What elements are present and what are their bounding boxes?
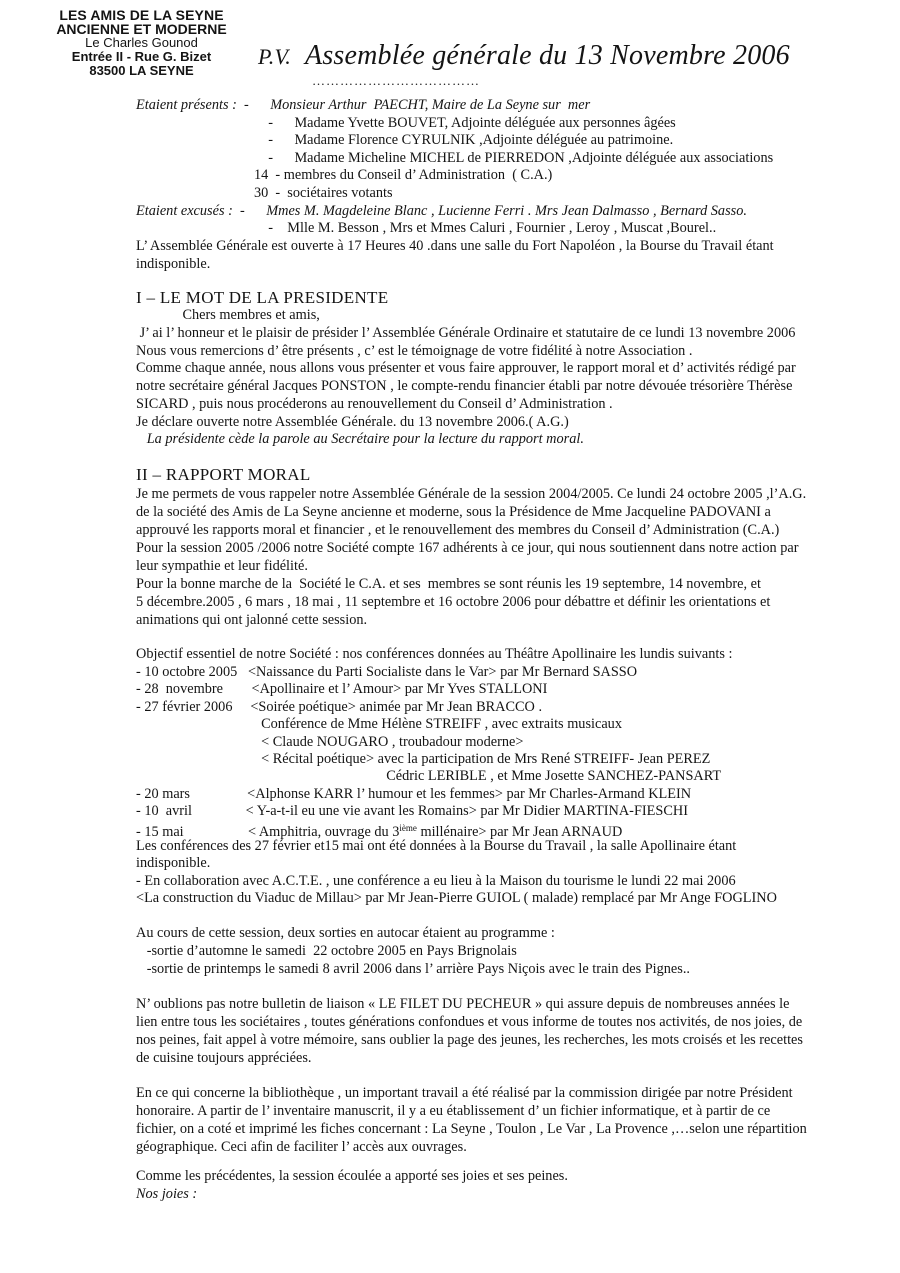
text-line: de la société des Amis de La Seyne ancienne et moderne, sous la Présidence de Mme Jacqueline PADOVANI a — [136, 504, 771, 520]
org-name-line1: LES AMIS DE LA SEYNE — [59, 7, 224, 23]
text-line: - Madame Florence CYRULNIK ,Adjointe déléguée au patrimoine. — [136, 132, 674, 148]
pv-label: P.V. — [258, 44, 292, 69]
section-heading: I – LE MOT DE LA PRESIDENTE — [136, 288, 389, 307]
text-line: animations qui ont jalonné cette session. — [136, 612, 368, 628]
text-line: Je me permets de vous rappeler notre Assemblée Générale de la session 2004/2005. Ce lundi 24 octobre 2005 ,l’A.G. — [136, 486, 807, 502]
text-line: - 10 avril < Y-a-t-il eu une vie avant les Romains> par Mr Didier MARTINA-FIESCHI — [136, 803, 688, 819]
text-line: 30 - sociétaires votants — [136, 185, 393, 201]
org-address-city: 83500 LA SEYNE — [89, 63, 194, 78]
text-line: Pour la session 2005 /2006 notre Société compte 167 adhérents à ce jour, qui nous soutiennent dans notre action par — [136, 540, 799, 556]
text-line: nos peines, fait appel à votre mémoire, sans oublier la page des jeunes, les recherches, les mots croisés et les recettes — [136, 1032, 803, 1048]
text-line: géographique. Ceci afin de faciliter l’ accès aux ouvrages. — [136, 1139, 467, 1155]
text-line: -sortie de printemps le samedi 8 avril 2006 dans l’ arrière Pays Niçois avec le train des Pignes.. — [136, 961, 690, 977]
text-line: La présidente cède la parole au Secrétaire pour la lecture du rapport moral. — [136, 431, 584, 447]
text-line: de cuisine toujours appréciées. — [136, 1050, 312, 1066]
text-line: Chers membres et amis, — [136, 307, 320, 323]
text-line: - Mlle M. Besson , Mrs et Mmes Caluri , Fournier , Leroy , Muscat ,Bourel.. — [136, 220, 717, 236]
text-line: 5 décembre.2005 , 6 mars , 18 mai , 11 septembre et 16 octobre 2006 pour débattre et définir les orientations et — [136, 594, 771, 610]
org-address-building: Le Charles Gounod — [85, 35, 198, 50]
text-line: Nos joies : — [136, 1186, 198, 1202]
document-title — [258, 40, 790, 72]
text-line: - En collaboration avec A.C.T.E. , une conférence a eu lieu à la Maison du tourisme le lundi 22 mai 2006 — [136, 873, 736, 889]
text-line: Les conférences des 27 février et15 mai ont été données à la Bourse du Travail , la salle Apollinaire étant — [136, 838, 737, 854]
text-line: < Récital poétique> avec la participation de Mrs René STREIFF- Jean PEREZ — [136, 751, 711, 767]
text-line: - 20 mars <Alphonse KARR l’ humour et les femmes> par Mr Charles-Armand KLEIN — [136, 786, 692, 802]
text-line: - 28 novembre <Apollinaire et l’ Amour> par Mr Yves STALLONI — [136, 681, 548, 697]
text-line: Objectif essentiel de notre Société : nos conférences données au Théâtre Apollinaire les lundis suivants : — [136, 646, 733, 662]
organization-header — [34, 8, 249, 78]
text-line: - 15 mai < Amphitria, ouvrage du 3ième millénaire> par Mr Jean ARNAUD — [136, 823, 623, 840]
text-line: lien entre tous les sociétaires , toutes générations confondues et vous informe de toutes nos activités, de nos joies, de — [136, 1014, 803, 1030]
org-address-street: Entrée II - Rue G. Bizet — [71, 49, 212, 64]
text-line: -sortie d’automne le samedi 22 octobre 2005 en Pays Brignolais — [136, 943, 517, 959]
text-line: Nous vous remercions d’ être présents , c’ est le témoignage de votre fidélité à notre Association . — [136, 343, 693, 359]
text-line: Je déclare ouverte notre Assemblée Générale. du 13 novembre 2006.( A.G.) — [136, 414, 569, 430]
text-line: notre secrétaire général Jacques PONSTON , le compte-rendu financier établi par notre dévouée trésorière Thérèse — [136, 378, 793, 394]
text-line: < Claude NOUGARO , troubadour moderne> — [136, 734, 524, 750]
text-line: L’ Assemblée Générale est ouverte à 17 Heures 40 .dans une salle du Fort Napoléon , la Bourse du Travail étant — [136, 238, 774, 254]
text-line: J’ ai l’ honneur et le plaisir de présider l’ Assemblée Générale Ordinaire et statutaire de ce lundi 13 novembre 2006 — [136, 325, 796, 341]
text-line: 14 - membres du Conseil d’ Administration ( C.A.) — [136, 167, 553, 183]
text-line: honoraire. A partir de l’ inventaire manuscrit, il y a eu établissement d’ un fichier informatique, et à partir de ce — [136, 1103, 771, 1119]
text-line: fichier, on a coté et imprimé les fiches concernant : La Seyne , Toulon , Le Var , La Provence ,…selon une répartition — [136, 1121, 807, 1137]
text-line: - 10 octobre 2005 <Naissance du Parti Socialiste dans le Var> par Mr Bernard SASSO — [136, 664, 638, 680]
text-line: N’ oublions pas notre bulletin de liaison « LE FILET DU PECHEUR » qui assure depuis de nombreuses années le — [136, 996, 790, 1012]
text-line: - 27 février 2006 <Soirée poétique> animée par Mr Jean BRACCO . — [136, 699, 543, 715]
text-line: indisponible. — [136, 256, 211, 272]
text-line: En ce qui concerne la bibliothèque , un important travail a été réalisé par la commission dirigée par notre Président — [136, 1085, 793, 1101]
text-line: indisponible. — [136, 855, 211, 871]
text-line: - Madame Yvette BOUVET, Adjointe déléguée aux personnes âgées — [136, 115, 676, 131]
title-text: Assemblée générale du 13 Novembre 2006 — [305, 40, 790, 71]
text-line: Comme chaque année, nous allons vous présenter et vous faire approuver, le rapport moral et d’ activités rédigé par — [136, 360, 796, 376]
text-line: Cédric LERIBLE , et Mme Josette SANCHEZ-PANSART — [136, 768, 722, 784]
org-name-line2: ANCIENNE ET MODERNE — [56, 21, 227, 37]
text-line: Comme les précédentes, la session écoulée a apporté ses joies et ses peines. — [136, 1168, 568, 1184]
text-line: <La construction du Viaduc de Millau> par Mr Jean-Pierre GUIOL ( malade) remplacé par Mr Ange FOGLINO — [136, 890, 777, 906]
section-heading: II – RAPPORT MORAL — [136, 465, 311, 484]
text-line: Etaient excusés : - Mmes M. Magdeleine Blanc , Lucienne Ferri . Mrs Jean Dalmasso , Bernard Sasso. — [136, 203, 747, 219]
text-line: leur sympathie et leur fidélité. — [136, 558, 308, 574]
title-dots: ……………………………… — [312, 73, 480, 88]
text-line: SICARD , puis nous procéderons au renouvellement du Conseil d’ Administration . — [136, 396, 613, 412]
text-line: - Madame Micheline MICHEL de PIERREDON ,Adjointe déléguée aux associations — [136, 150, 774, 166]
text-line: Pour la bonne marche de la Société le C.A. et ses membres se sont réunis les 19 septembre, 14 novembre, et — [136, 576, 761, 592]
text-line: approuvé les rapports moral et financier , et le renouvellement des membres du Conseil d’ Administration (C.A.) — [136, 522, 780, 538]
text-line: Etaient présents : - Monsieur Arthur PAECHT, Maire de La Seyne sur mer — [136, 97, 591, 113]
text-line: Au cours de cette session, deux sorties en autocar étaient au programme : — [136, 925, 555, 941]
text-line: Conférence de Mme Hélène STREIFF , avec extraits musicaux — [136, 716, 622, 732]
